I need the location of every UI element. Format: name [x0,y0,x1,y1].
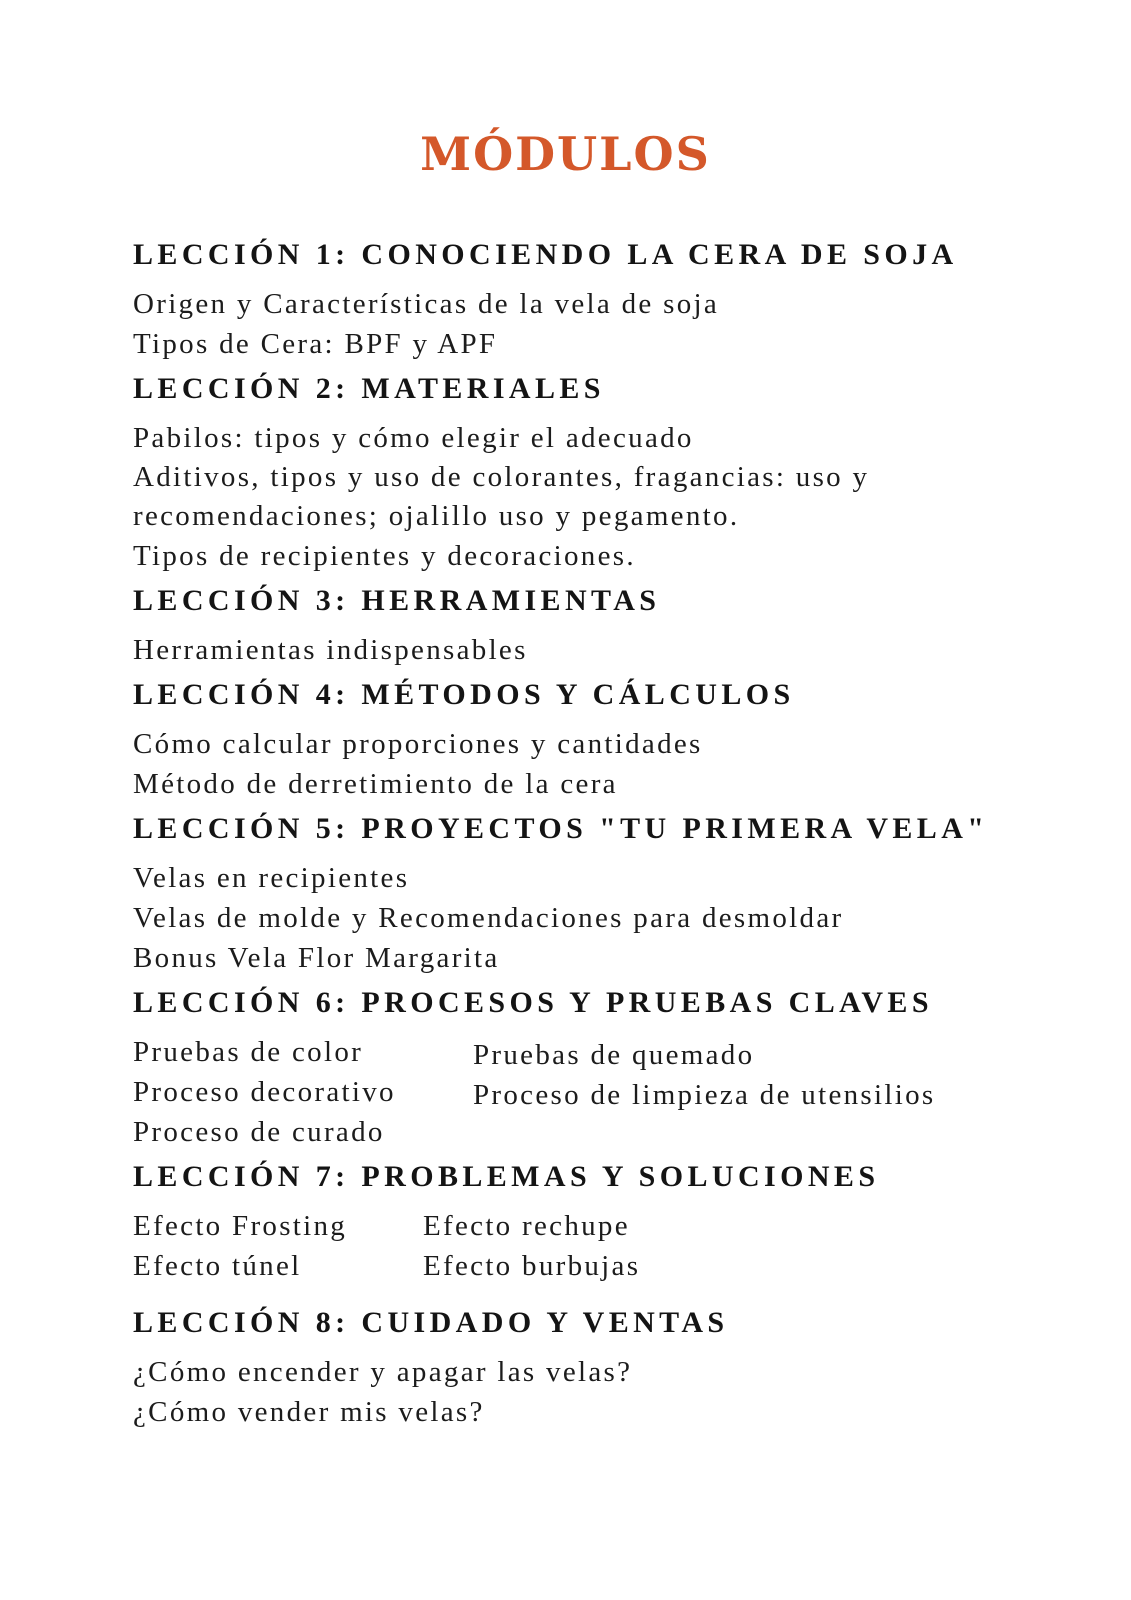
lesson-items [133,1206,1073,1286]
lesson-1 [133,232,1073,364]
lesson-item: Efecto rechupe [423,1210,630,1242]
lesson-item: Pabilos: tipos y cómo elegir el adecuado [133,422,694,454]
modules-list [133,232,1073,1434]
lesson-3 [133,578,1073,670]
items-column-right [423,1206,640,1286]
items-column-right [473,1032,935,1152]
lesson-8 [133,1300,1073,1432]
lesson-items [133,284,1073,364]
lesson-items [133,630,1073,670]
lesson-item: Tipos de recipientes y decoraciones. [133,540,636,572]
lesson-item: Método de derretimiento de la cera [133,768,618,800]
lesson-heading: LECCIÓN 3: HERRAMIENTAS [133,584,661,617]
lesson-heading: LECCIÓN 5: PROYECTOS "TU PRIMERA VELA" [133,812,989,845]
lesson-item: Aditivos, tipos y uso de colorantes, fragancias: uso y recomendaciones; ojalillo uso y pegamento. [133,461,870,532]
lesson-item: Pruebas de quemado [473,1039,755,1071]
lesson-items [133,418,1073,576]
lesson-items [133,724,1073,804]
items-column-left [133,1032,473,1152]
lesson-items [133,858,1073,978]
lesson-6 [133,980,1073,1152]
lesson-item: Velas en recipientes [133,862,410,894]
lesson-heading: LECCIÓN 2: MATERIALES [133,372,605,405]
lesson-items [133,1032,1073,1152]
lesson-heading: LECCIÓN 6: PROCESOS Y PRUEBAS CLAVES [133,986,933,1019]
lesson-item: Velas de molde y Recomendaciones para desmoldar [133,902,844,934]
lesson-heading: LECCIÓN 4: MÉTODOS Y CÁLCULOS [133,678,795,711]
lesson-item: Pruebas de color [133,1036,364,1068]
lesson-item: Proceso decorativo [133,1076,396,1108]
lesson-heading: LECCIÓN 7: PROBLEMAS Y SOLUCIONES [133,1160,880,1193]
lesson-item: Proceso de curado [133,1116,385,1148]
lesson-item: Origen y Características de la vela de soja [133,288,720,320]
lesson-item: Efecto Frosting [133,1210,348,1242]
lesson-item: ¿Cómo vender mis velas? [133,1396,485,1428]
lesson-2 [133,366,1073,576]
lesson-item: Bonus Vela Flor Margarita [133,942,500,974]
lesson-item: Herramientas indispensables [133,634,528,666]
page-title: MÓDULOS [420,126,711,181]
lesson-item: Proceso de limpieza de utensilios [473,1079,936,1111]
lesson-item: Cómo calcular proporciones y cantidades [133,728,703,760]
lesson-item: Efecto burbujas [423,1250,641,1282]
lesson-heading: LECCIÓN 8: CUIDADO Y VENTAS [133,1306,729,1339]
items-column-left [133,1206,423,1286]
lesson-7 [133,1154,1073,1286]
lesson-5 [133,806,1073,978]
lesson-item: Tipos de Cera: BPF y APF [133,328,498,360]
lesson-heading: LECCIÓN 1: CONOCIENDO LA CERA DE SOJA [133,238,958,271]
lesson-items [133,1352,1073,1432]
lesson-item: ¿Cómo encender y apagar las velas? [133,1356,633,1388]
lesson-4 [133,672,1073,804]
lesson-item: Efecto túnel [133,1250,302,1282]
